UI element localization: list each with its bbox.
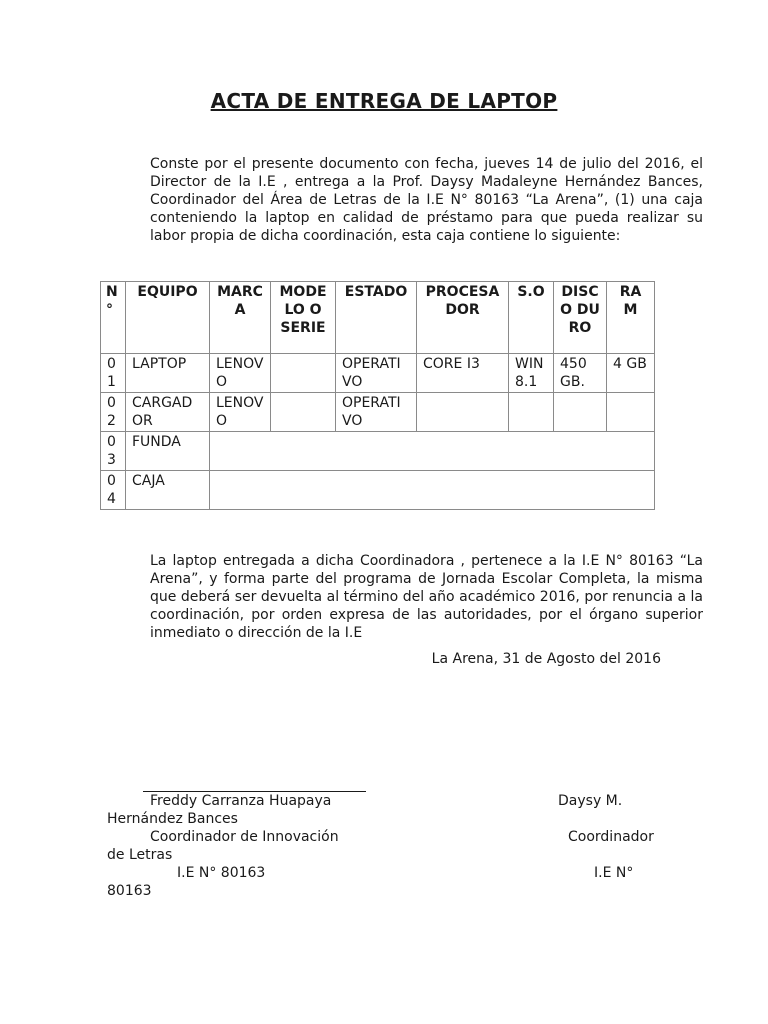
col-header-equipo: EQUIPO <box>126 282 210 354</box>
cell-equipo: CAJA <box>126 471 210 510</box>
place-date: La Arena, 31 de Agosto del 2016 <box>431 651 661 667</box>
intro-paragraph: Conste por el presente documento con fecha, jueves 14 de julio del 2016, el Director de la I.E , entrega a la Prof. Daysy Madaleyne Hernández Bances, Coordinador del Área de Letras de la I.E N° 80163 “La Arena”, (1) una caja conteniendo la laptop en calidad de préstamo para que pueda realizar su labor propia de dicha coordinación, esta caja contiene lo siguiente: <box>150 156 703 244</box>
cell-estado: OPERATIVO <box>336 393 417 432</box>
col-header-disco-duro: DISCO DURO <box>554 282 607 354</box>
col-header-modelo: MODELO O SERIE <box>271 282 336 354</box>
cell-ram <box>607 393 655 432</box>
document-title: ACTA DE ENTREGA DE LAPTOP <box>210 89 558 113</box>
col-header-procesador: PROCESADOR <box>417 282 509 354</box>
cell-number: 01 <box>101 354 126 393</box>
closing-paragraph: La laptop entregada a dicha Coordinadora , pertenece a la I.E N° 80163 “La Arena”, y forma parte del programa de Jornada Escolar Completa, la misma que deberá ser devuelta al término del año académico 2016, por renuncia a la coordinación, por orden expresa de las autoridades, por el órgano superior inmediato o dirección de la I.E <box>150 553 703 641</box>
cell-number: 02 <box>101 393 126 432</box>
right-signer-name-cont: Hernández Bances <box>107 811 238 827</box>
right-signer-institution-cont: 80163 <box>107 883 152 899</box>
cell-number: 03 <box>101 432 126 471</box>
cell-procesador <box>417 393 509 432</box>
cell-merged-empty <box>210 432 655 471</box>
equipment-table <box>100 281 655 510</box>
left-signer-institution: I.E N° 80163 <box>177 865 266 881</box>
table-header-row <box>101 282 655 354</box>
cell-number: 04 <box>101 471 126 510</box>
cell-ram: 4 GB <box>607 354 655 393</box>
cell-equipo: FUNDA <box>126 432 210 471</box>
cell-marca: LENOVO <box>210 393 271 432</box>
right-signer-role-cont: de Letras <box>107 847 173 863</box>
col-header-estado: ESTADO <box>336 282 417 354</box>
cell-marca: LENOVO <box>210 354 271 393</box>
right-signer-role: Coordinador <box>568 829 654 845</box>
cell-equipo: CARGADOR <box>126 393 210 432</box>
table-row <box>101 471 655 510</box>
col-header-ram: RAM <box>607 282 655 354</box>
col-header-so: S.O <box>509 282 554 354</box>
right-signer-name: Daysy M. <box>558 793 623 809</box>
col-header-marca: MARCA <box>210 282 271 354</box>
cell-equipo: LAPTOP <box>126 354 210 393</box>
left-signer-role: Coordinador de Innovación <box>150 829 339 845</box>
cell-estado: OPERATIVO <box>336 354 417 393</box>
cell-modelo <box>271 393 336 432</box>
table-row <box>101 354 655 393</box>
table-row <box>101 432 655 471</box>
table-row <box>101 393 655 432</box>
cell-merged-empty <box>210 471 655 510</box>
cell-so: WIN 8.1 <box>509 354 554 393</box>
cell-disco-duro: 450 GB. <box>554 354 607 393</box>
cell-procesador: CORE I3 <box>417 354 509 393</box>
right-signer-institution: I.E N° <box>594 865 634 881</box>
cell-so <box>509 393 554 432</box>
left-signer-name: Freddy Carranza Huapaya <box>150 793 332 809</box>
col-header-number: N° <box>101 282 126 354</box>
cell-modelo <box>271 354 336 393</box>
cell-disco-duro <box>554 393 607 432</box>
